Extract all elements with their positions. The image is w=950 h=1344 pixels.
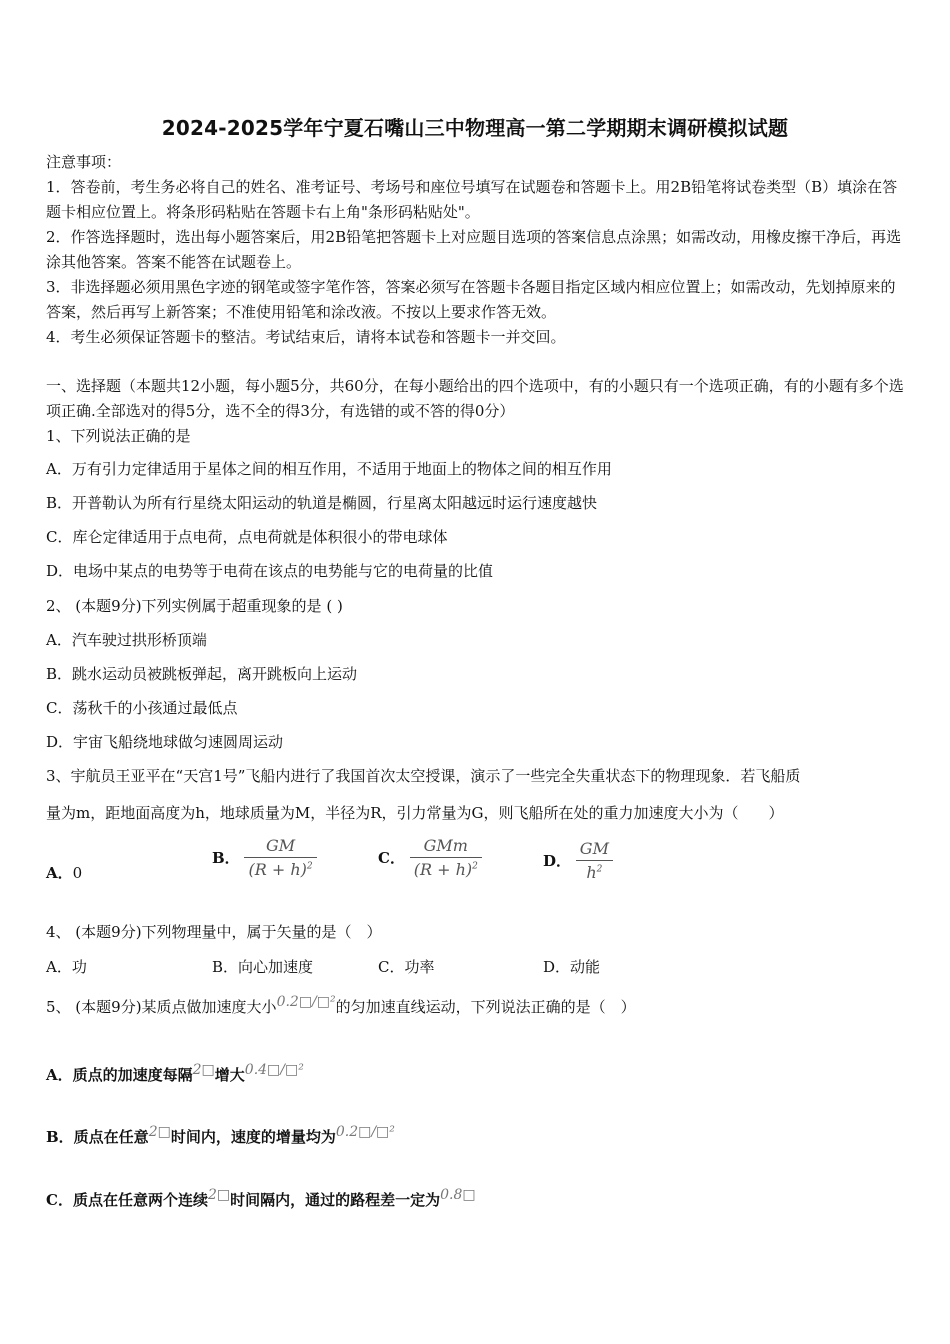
q4-option-a: A．功 <box>46 958 87 976</box>
q1-option-c: C．库仑定律适用于点电荷，点电荷就是体积很小的带电球体 <box>46 528 448 546</box>
q3-option-c <box>378 836 482 879</box>
section-heading: 一、选择题（本题共12小题，每小题5分，共60分，在每小题给出的四个选项中，有的小题只有一个选项正确，有的小题有多个选项正确.全部选对的得5分，选不全的得3分，有选错的或不答的得0分） <box>46 377 904 420</box>
q3-option-d-numerator: GM <box>579 839 609 858</box>
notice-heading: 注意事项： <box>46 153 122 171</box>
q3-stem-line1: 3、宇航员王亚平在“天宫1号”飞船内进行了我国首次太空授课，演示了一些完全失重状态下的物理现象．若飞船质 <box>46 767 801 785</box>
q2-stem: 2、 (本题9分)下列实例属于超重现象的是 ( ) <box>46 597 343 615</box>
q3-option-b-numerator: GM <box>265 836 296 855</box>
q3-option-d-label: D． <box>543 852 572 870</box>
q4-option-c: C．功率 <box>378 958 435 976</box>
q5-option-b: B．质点在任意2□时间内，速度的增量均为0.2□/□² <box>46 1124 395 1146</box>
q5-option-a: A．质点的加速度每隔2□增大0.4□/□² <box>46 1062 304 1084</box>
notice-item-1: 1．答卷前，考生务必将自己的姓名、准考证号、考场号和座位号填写在试题卷和答题卡上。用2B铅笔将试卷类型（B）填涂在答题卡相应位置上。将条形码粘贴在答题卡右上角"条形码粘贴处"。 <box>46 178 898 221</box>
q2-option-b: B．跳水运动员被跳板弹起，离开跳板向上运动 <box>46 665 358 683</box>
q3-option-b-denominator: $(R + h)^2$ <box>244 857 316 879</box>
q3-option-d-fraction <box>576 839 613 882</box>
q5-option-a-formula-1: 2□ <box>192 1062 215 1078</box>
q3-option-c-label: C． <box>378 849 405 867</box>
q5-option-a-formula-2: 0.4□/□² <box>244 1062 304 1078</box>
q1-option-a: A．万有引力定律适用于星体之间的相互作用，不适用于地面上的物体之间的相互作用 <box>46 460 612 478</box>
q3-option-a-value: 0 <box>72 864 83 882</box>
q4-option-b: B．向心加速度 <box>212 958 314 976</box>
q5-option-c-formula-2: 0.8□ <box>440 1187 476 1203</box>
q5-stem: 5、 (本题9分)某质点做加速度大小0.2□/□²的匀加速直线运动，下列说法正确的是（ ） <box>46 994 636 1016</box>
q3-option-b-fraction <box>244 836 316 879</box>
q3-option-d <box>543 839 613 882</box>
q3-option-b <box>212 836 317 879</box>
q2-option-d: D．宇宙飞船绕地球做匀速圆周运动 <box>46 733 284 751</box>
q3-option-c-fraction <box>410 836 482 879</box>
q2-option-a: A．汽车驶过拱形桥顶端 <box>46 631 207 649</box>
page-title: 2024-2025学年宁夏石嘴山三中物理高一第二学期期末调研模拟试题 <box>161 116 789 140</box>
notice-item-3: 3．非选择题必须用黑色字迹的钢笔或签字笔作答，答案必须写在答题卡各题目指定区域内相应位置上；如需改动，先划掉原来的答案，然后再写上新答案；不准使用铅笔和涂改液。不按以上要求作答无效。 <box>46 278 896 321</box>
q1-option-b: B．开普勒认为所有行星绕太阳运动的轨道是椭圆，行星离太阳越远时运行速度越快 <box>46 494 598 512</box>
q3-option-d-denominator: $h^2$ <box>576 860 613 882</box>
q3-option-a <box>46 862 82 883</box>
q5-option-c-formula-1: 2□ <box>207 1187 231 1203</box>
q3-option-c-numerator: GMm <box>423 836 468 855</box>
notice-item-4: 4．考生必须保证答题卡的整洁。考试结束后，请将本试卷和答题卡一并交回。 <box>46 328 566 346</box>
q2-option-c: C．荡秋千的小孩通过最低点 <box>46 699 238 717</box>
q3-stem-line2: 量为m，距地面高度为h，地球质量为M，半径为R，引力常量为G，则飞船所在处的重力加速度大小为（ ） <box>46 804 784 822</box>
q5-option-c: C．质点在任意两个连续2□时间隔内，通过的路程差一定为0.8□ <box>46 1187 476 1209</box>
notice-item-2: 2．作答选择题时，选出每小题答案后，用2B铅笔把答题卡上对应题目选项的答案信息点涂黑；如需改动，用橡皮擦干净后，再选涂其他答案。答案不能答在试题卷上。 <box>46 228 902 271</box>
q3-option-b-label: B． <box>212 849 240 867</box>
q5-stem-formula: 0.2□/□² <box>276 994 336 1010</box>
q3-option-a-label: A． <box>46 864 73 882</box>
q5-option-b-formula-1: 2□ <box>148 1124 171 1140</box>
q1-option-d: D．电场中某点的电势等于电荷在该点的电势能与它的电荷量的比值 <box>46 562 494 580</box>
q4-option-d: D．动能 <box>543 958 601 976</box>
q5-option-b-formula-2: 0.2□/□² <box>335 1124 395 1140</box>
q4-stem: 4、 (本题9分)下列物理量中，属于矢量的是（ ） <box>46 923 382 941</box>
q3-option-c-denominator: $(R + h)^2$ <box>410 857 482 879</box>
q1-stem: 1、下列说法正确的是 <box>46 427 191 445</box>
